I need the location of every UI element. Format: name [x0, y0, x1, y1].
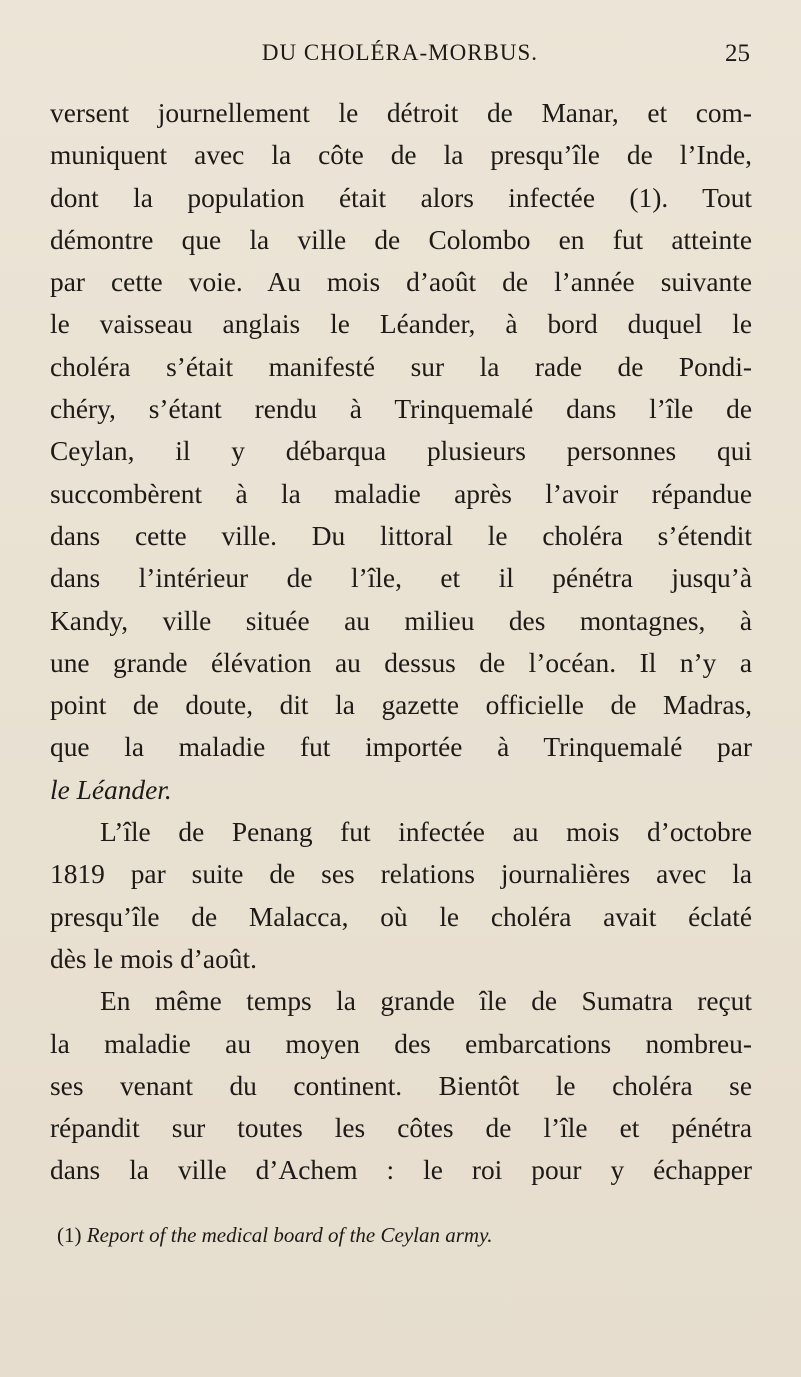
- footnote-marker: (1): [57, 1223, 82, 1247]
- footnote-text: Report of the medical board of the Ceylan army.: [86, 1223, 493, 1247]
- text-line: point de doute, dit la gazette officielle de Madras,: [50, 690, 752, 721]
- text-line: dès le mois d’août.: [50, 943, 257, 974]
- text-line: dans l’intérieur de l’île, et il pénétra jusqu’à: [50, 563, 752, 594]
- text-line: dans cette ville. Du littoral le choléra s’étendit: [50, 520, 752, 551]
- body-text: [50, 92, 752, 1192]
- text-line: le vaisseau anglais le Léander, à bord duquel le: [50, 309, 752, 340]
- text-line: L’île de Penang fut infectée au mois d’octobre: [100, 817, 752, 848]
- text-line: dont la population était alors infectée (1). Tout: [50, 182, 752, 213]
- text-line: chéry, s’étant rendu à Trinquemalé dans l’île de: [50, 394, 752, 425]
- text-line: par cette voie. Au mois d’août de l’année suivante: [50, 267, 752, 298]
- text-line: choléra s’était manifesté sur la rade de Pondi-: [50, 351, 752, 382]
- text-line: muniquent avec la côte de la presqu’île de l’Inde,: [50, 140, 752, 171]
- text-line: répandit sur toutes les côtes de l’île et pénétra: [50, 1113, 752, 1144]
- text-line: le Léander.: [50, 774, 172, 805]
- text-line: 1819 par suite de ses relations journalières avec la: [50, 859, 752, 890]
- text-line: succombèrent à la maladie après l’avoir répandue: [50, 478, 752, 509]
- footnote: [57, 1223, 747, 1248]
- text-line: que la maladie fut importée à Trinquemalé par: [50, 732, 752, 763]
- page-number: 25: [725, 40, 750, 67]
- text-line: une grande élévation au dessus de l’océan. Il n’y a: [50, 647, 752, 678]
- running-title: DU CHOLÉRA-MORBUS.: [261, 40, 539, 65]
- text-line: Ceylan, il y débarqua plusieurs personnes qui: [50, 436, 752, 467]
- text-line: dans la ville d’Achem : le roi pour y échapper: [50, 1155, 752, 1186]
- text-line: démontre que la ville de Colombo en fut atteinte: [50, 224, 752, 255]
- text-line: la maladie au moyen des embarcations nombreu-: [50, 1028, 752, 1059]
- text-line: Kandy, ville située au milieu des montagnes, à: [50, 605, 752, 636]
- text-line: ses venant du continent. Bientôt le choléra se: [50, 1070, 752, 1101]
- text-line: En même temps la grande île de Sumatra reçut: [100, 986, 752, 1017]
- text-line: presqu’île de Malacca, où le choléra avait éclaté: [50, 901, 752, 932]
- text-line: versent journellement le détroit de Manar, et com-: [50, 98, 752, 128]
